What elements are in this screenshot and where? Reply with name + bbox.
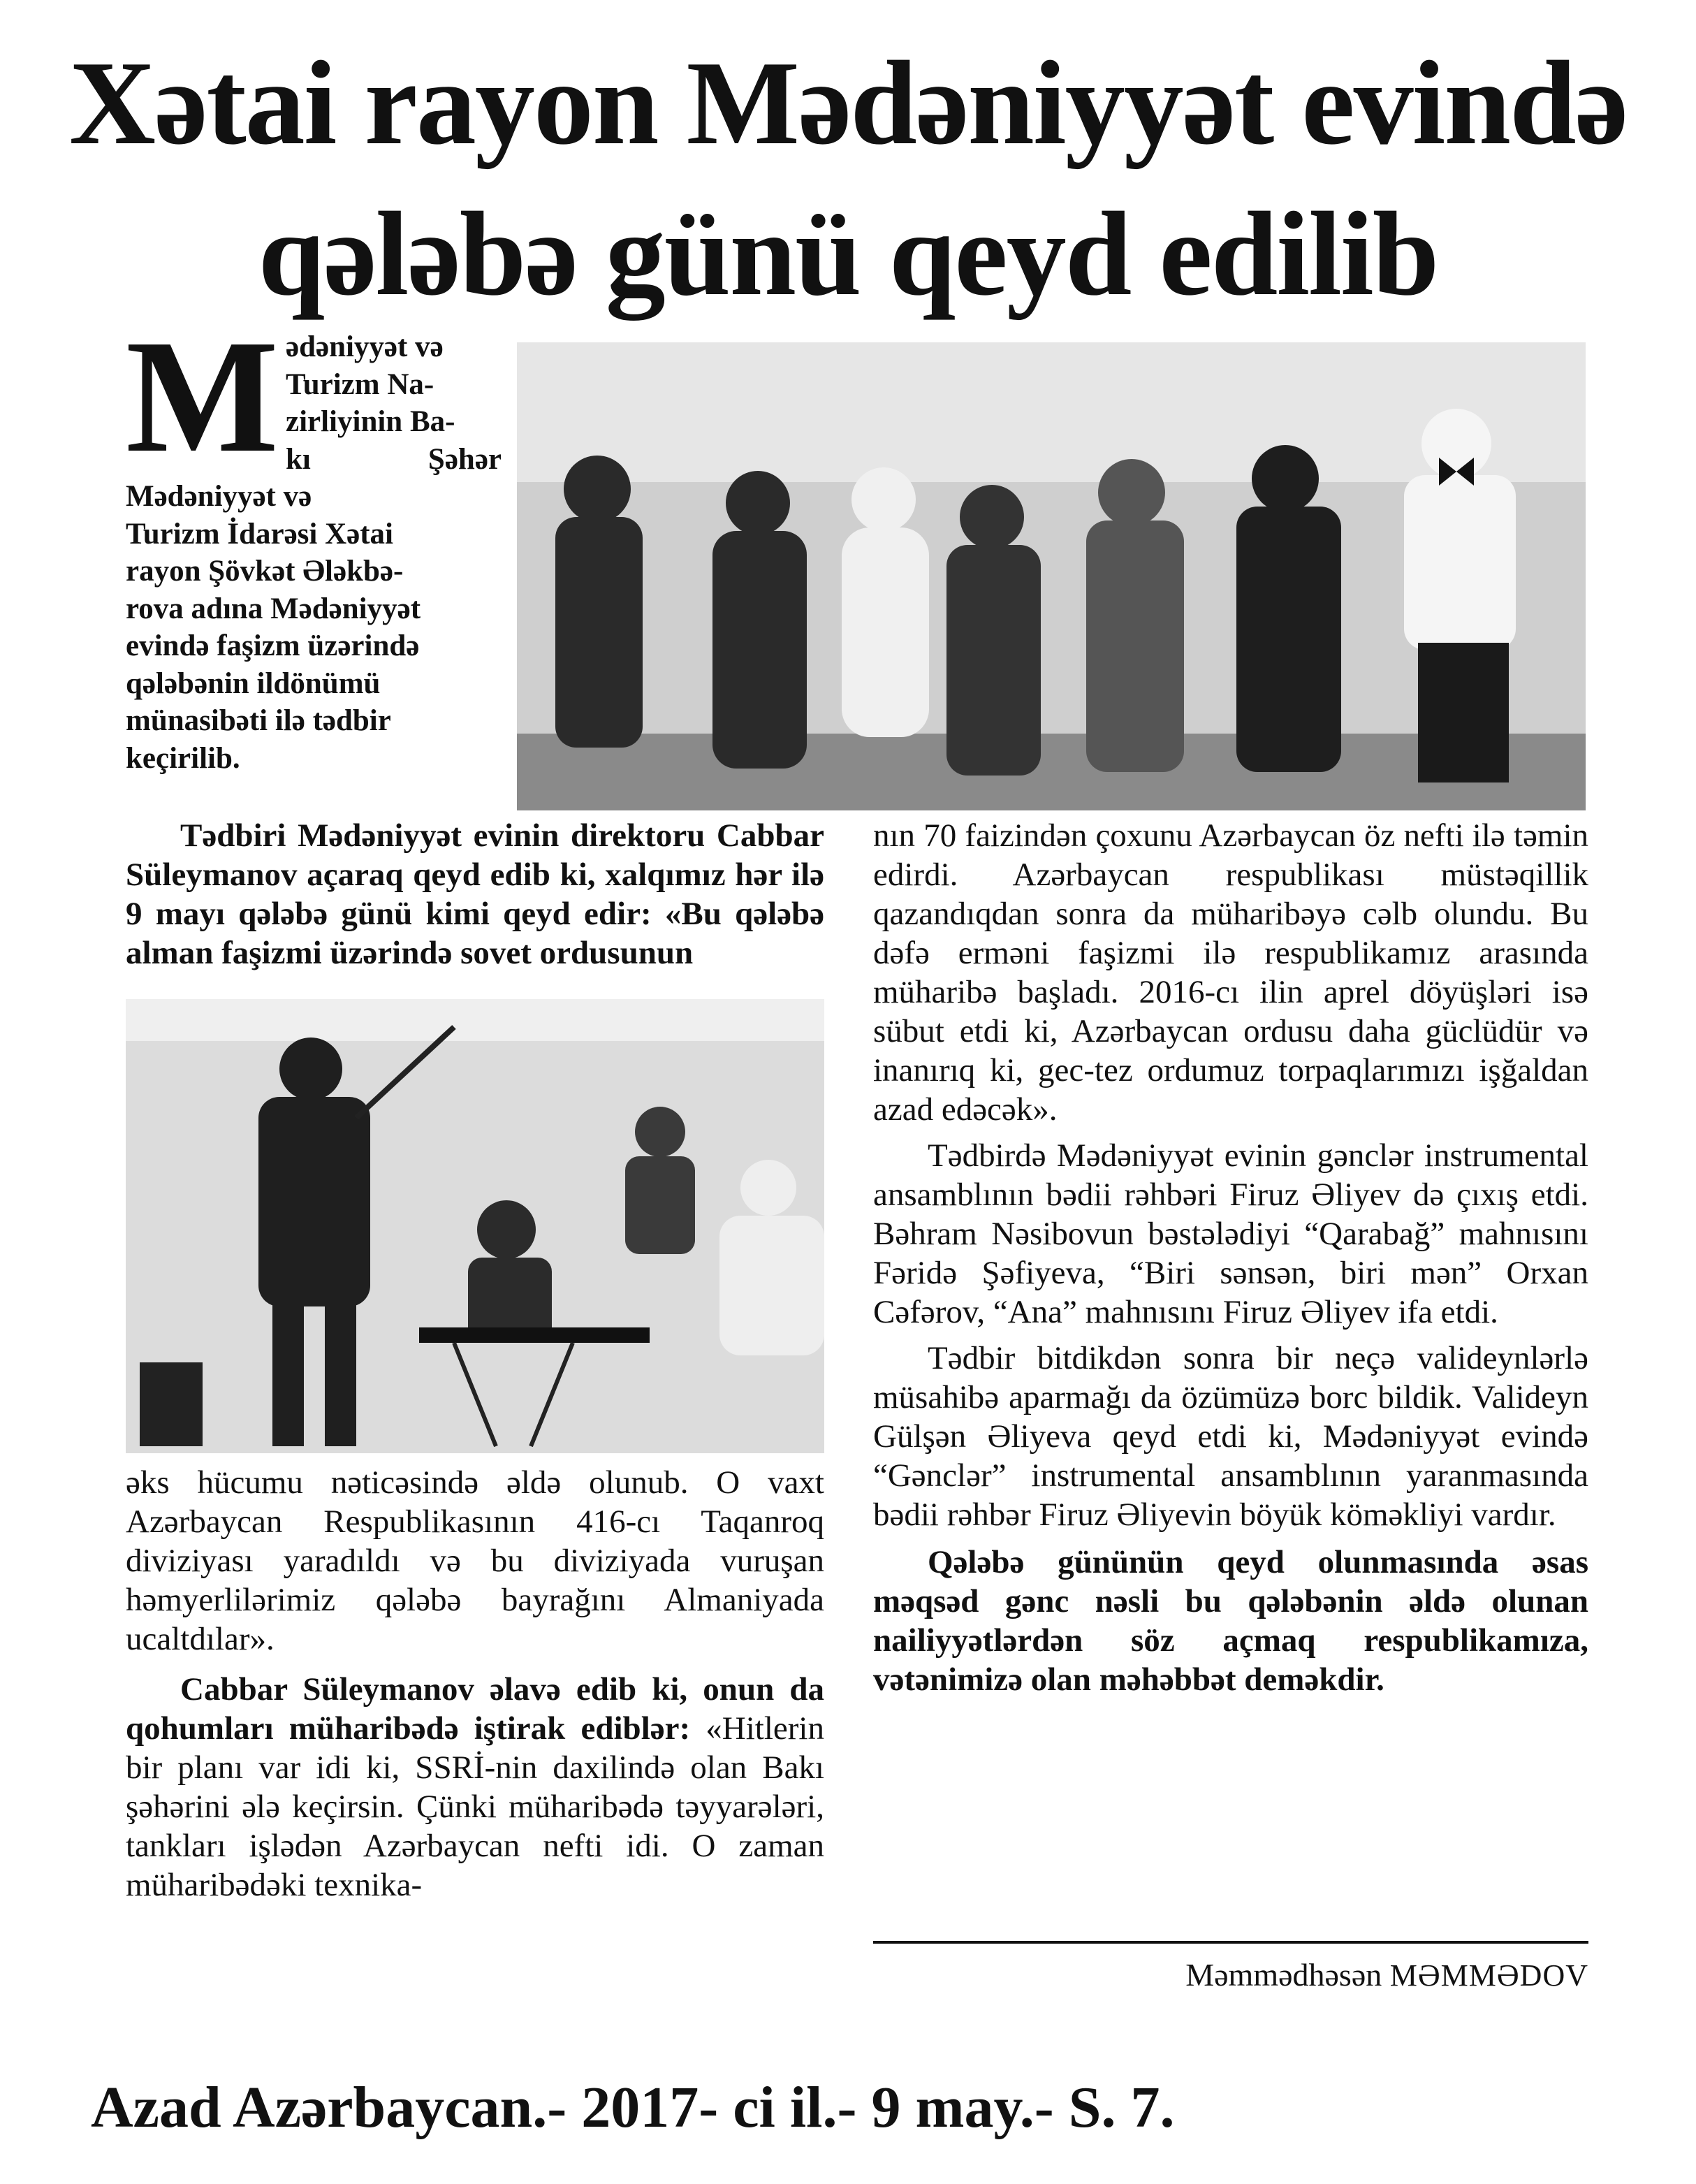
group-photo: [517, 342, 1586, 810]
left-column-top: [126, 816, 824, 973]
ensemble-photo: [126, 999, 824, 1453]
intro-line: keçirilib.: [126, 741, 240, 775]
intro-line: zirliyinin Ba-: [285, 405, 455, 438]
author-last-name: MƏMMƏDOV: [1389, 1958, 1588, 1993]
author-first-name: Məmmədhəsən: [1185, 1957, 1382, 1993]
intro-line: Turizm Na-: [285, 367, 434, 401]
intro-line: rova adına Mədəniyyət: [126, 592, 421, 625]
intro-line: Turizm İdarəsi Xətai: [126, 517, 393, 551]
relatives-lead: Cabbar Süleymanov əlavə edib ki, onun da qohumları müharibədə iştirak ediblər:: [126, 1671, 824, 1747]
byline-rule: [873, 1941, 1588, 1944]
source-citation: Azad Azərbaycan.- 2017- ci il.- 9 may.- S. 7.: [91, 2075, 1175, 2140]
relatives-quote: «Hitlerin bir planı var idi ki, SSRİ-nin daxilində olan Bakı şəhərini ələ keçirsin. Çünki müharibədə təyyarələri, tankları işlədən Azərbaycan nefti idi. O zaman müharibədəki texnika-: [126, 1710, 824, 1903]
intro-line: rayon Şövkət Ələkbə-: [126, 555, 404, 588]
intro-line: ədəniyyət və: [285, 330, 444, 363]
byline: [873, 1956, 1588, 1993]
intro-line: evində faşizm üzərində: [126, 629, 420, 662]
paragraph-oil: nın 70 faizindən çoxunu Azərbaycan öz nefti ilə təmin edirdi. Azərbaycan respublikası müstəqillik qazandıqdan sonra da müharibəyə cəlb olundu. Bu dəfə erməni faşizmi ilə respublikamız arasında müharibə başladı. 2016-cı ilin aprel döyüşləri isə sübut etdi ki, Azərbaycan ordusu daha güclüdür və inanırıq ki, gec-tez ordumuz torpaqlarımızı işğaldan azad edəcək».: [873, 817, 1588, 1128]
intro-line: münasibəti ilə tədbir: [126, 704, 391, 737]
paragraph-parents: Tədbir bitdikdən sonra bir neçə valideynlərlə müsahibə aparmağı da özümüzə borc bildik. Valideyn Gülşən Əliyeva qeyd etdi ki, Mədəniyyət evində “Gənclər” instrumental ansamblının yaranmasında bədii rəhbər Firuz Əliyevin böyük köməkliyi vardır.: [873, 1340, 1588, 1533]
ensemble-photo-illustration: [126, 999, 824, 1453]
headline-line-2: qələbə günü qeyd edilib: [258, 188, 1438, 321]
intro-line: qələbənin ildönümü: [126, 667, 381, 700]
paragraph-director: Tədbiri Mədəniyyət evinin direktoru Cabbar Süleymanov açaraq qeyd edib ki, xalqımız hər ilə 9 mayı qələbə günü kimi qeyd edir: «Bu qələbə alman faşizmi üzərində sovet ordusunun: [126, 817, 824, 971]
paragraph-division: əks hücumu nəticəsində əldə olunub. O vaxt Azərbaycan Respublikasının 416-cı Taqanroq diviziyası yaradıldı və bu diviziyada vuruşan həmyerlilərimiz qələbə bayrağını Almaniyada ucaltdılar».: [126, 1464, 824, 1657]
group-photo-illustration: [517, 342, 1586, 810]
right-column: [873, 816, 1588, 1699]
drop-cap: M: [126, 307, 279, 486]
paragraph-ensemble: Tədbirdə Mədəniyyət evinin gənclər instrumental ansamblının bədii rəhbəri Firuz Əliyev də çıxış etdi. Bəhram Nəsibovun bəstələdiyi “Qarabağ” mahnısını Fəridə Şəfiyeva, “Biri sənsən, biri mən” Orxan Cəfərov, “Ana” mahnısını Firuz Əliyev ifa etdi.: [873, 1137, 1588, 1330]
intro-block: [126, 307, 502, 777]
paragraph-conclusion: Qələbə gününün qeyd olunmasında əsas məqsəd gənc nəsli bu qələbənin əldə olunan nailiyyətlərdən söz açmaq respublikamıza, vətənimizə olan məhəbbət deməkdir.: [873, 1544, 1588, 1698]
intro-line: kı Şəhər Mədəniyyət və: [126, 442, 502, 513]
left-column-bottom: [126, 1463, 824, 1905]
headline-line-1: Xətai rayon Mədəniyyət evində: [68, 37, 1628, 170]
paragraph-relatives: [126, 1670, 824, 1905]
